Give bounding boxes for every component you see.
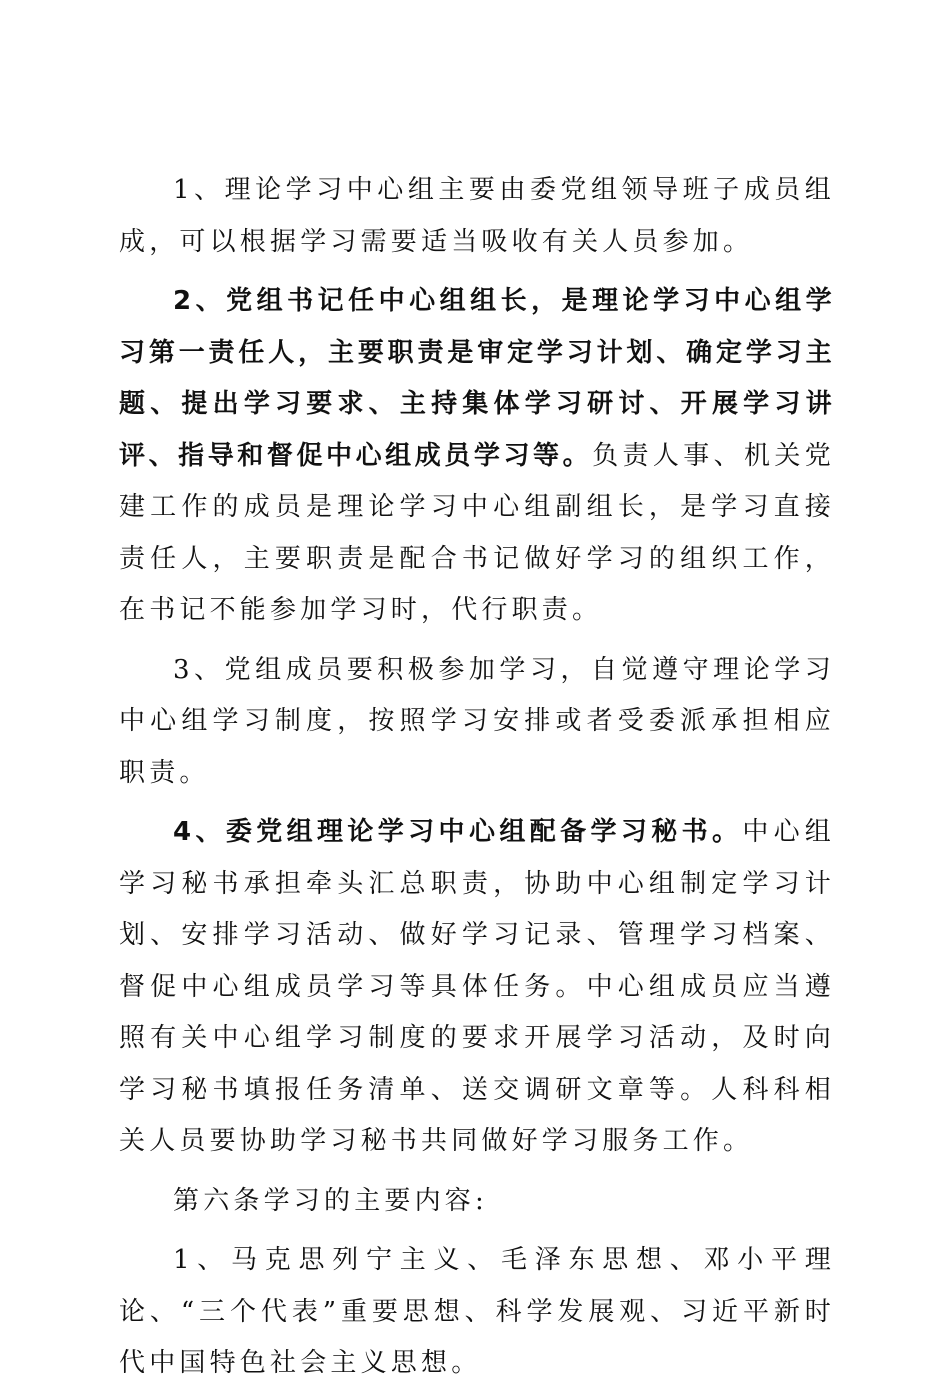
paragraph-2-text: 负责人事、机关党建工作的成员是理论学习中心组副组长，是学习直接责任人，主要职责是配合书记做好学习的组织工作，在书记不能参加学习时，代行职责。	[119, 440, 836, 625]
paragraph-2	[119, 276, 835, 637]
paragraph-2-bold: 2、党组书记任中心组组长，是理论学习中心组学习第一责任人，主要职责是审定学习计划、确定学习主题、提出学习要求、主持集体学习研讨、开展学习讲评、指导和督促中心组成员学习等。	[119, 286, 835, 471]
document-body	[119, 165, 835, 1390]
paragraph-6-text: 1、马克思列宁主义、毛泽东思想、邓小平理论、“三个代表”重要思想、科学发展观、习近平新时代中国特色社会主义思想。	[119, 1245, 835, 1378]
paragraph-5	[119, 1176, 835, 1228]
paragraph-1-text: 1、理论学习中心组主要由委党组领导班子成员组成，可以根据学习需要适当吸收有关人员参加。	[119, 175, 835, 257]
paragraph-5-text: 第六条学习的主要内容:	[173, 1185, 488, 1216]
paragraph-4-bold: 4、委党组理论学习中心组配备学习秘书。	[173, 817, 743, 847]
paragraph-4-text: 中心组学习秘书承担牵头汇总职责，协助中心组制定学习计划、安排学习活动、做好学习记录、管理学习档案、督促中心组成员学习等具体任务。中心组成员应当遵照有关中心组学习制度的要求开展学习活动，及时向学习秘书填报任务清单、送交调研文章等。人科科相关人员要协助学习秘书共同做好学习服务工作。	[119, 817, 835, 1156]
paragraph-6	[119, 1235, 835, 1390]
paragraph-3	[119, 645, 835, 800]
paragraph-1	[119, 165, 835, 268]
paragraph-3-text: 3、党组成员要积极参加学习，自觉遵守理论学习中心组学习制度，按照学习安排或者受委派承担相应职责。	[119, 654, 835, 788]
paragraph-4	[119, 807, 835, 1168]
